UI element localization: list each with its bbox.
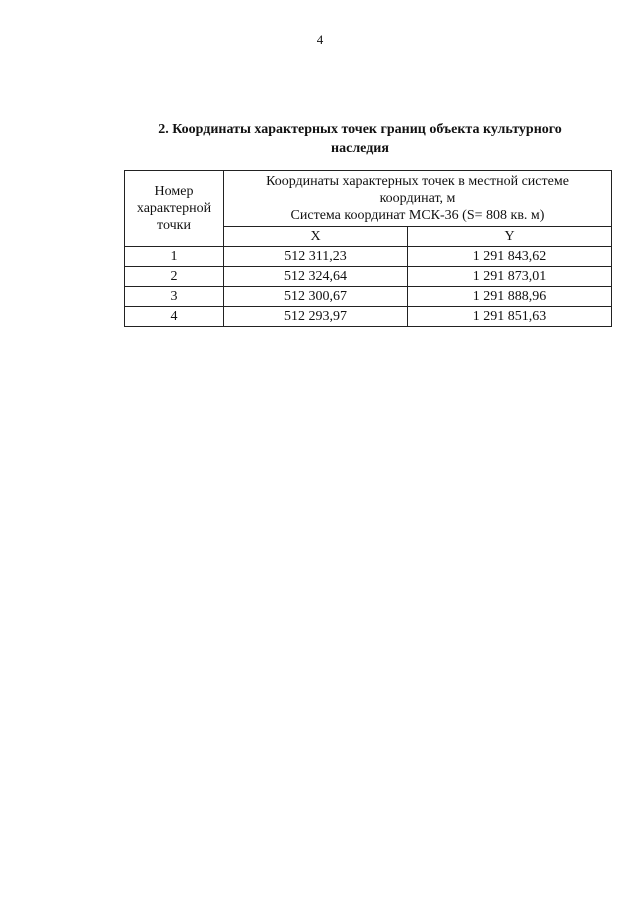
- y-coordinate-cell: 1 291 873,01: [408, 267, 612, 287]
- coordinates-header-line: Координаты характерных точек в местной системе: [266, 174, 569, 189]
- x-coordinate-cell: 512 300,67: [224, 287, 408, 307]
- point-number-header-line: Номер: [154, 184, 194, 199]
- point-number-cell: 4: [125, 307, 224, 327]
- point-number-cell: 1: [125, 247, 224, 267]
- table-row: [125, 267, 612, 287]
- x-coordinate-cell: 512 324,64: [224, 267, 408, 287]
- y-coordinate-cell: 1 291 888,96: [408, 287, 612, 307]
- point-number-header-line: характерной: [136, 201, 212, 216]
- page-number: 4: [316, 32, 324, 47]
- y-column-header: Y: [408, 227, 612, 247]
- coordinates-header-line: координат, м: [379, 191, 456, 206]
- coordinates-table: [124, 170, 612, 327]
- y-coordinate-cell: 1 291 851,63: [408, 307, 612, 327]
- coordinates-header: [224, 171, 612, 227]
- x-coordinate-cell: 512 311,23: [224, 247, 408, 267]
- table-header-row: [125, 171, 612, 227]
- x-coordinate-cell: 512 293,97: [224, 307, 408, 327]
- section-title-line-2: наследия: [331, 141, 389, 156]
- coordinates-header-line: Система координат МСК-36 (S= 808 кв. м): [290, 208, 545, 223]
- table-row: [125, 307, 612, 327]
- point-number-cell: 2: [125, 267, 224, 287]
- x-column-header: X: [224, 227, 408, 247]
- table-row: [125, 247, 612, 267]
- table-row: [125, 287, 612, 307]
- y-coordinate-cell: 1 291 843,62: [408, 247, 612, 267]
- point-number-header: [125, 171, 224, 247]
- point-number-header-line: точки: [157, 218, 191, 233]
- point-number-cell: 3: [125, 287, 224, 307]
- section-title: [120, 120, 600, 158]
- section-title-line-1: 2. Координаты характерных точек границ объекта культурного: [158, 122, 562, 137]
